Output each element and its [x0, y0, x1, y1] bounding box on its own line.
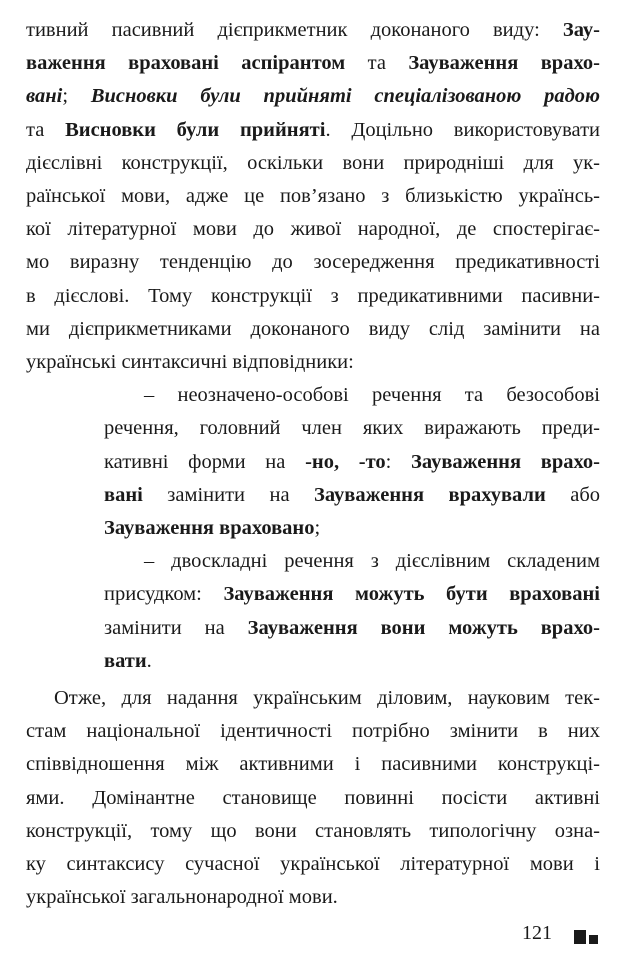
- list-item-line: [26, 479, 600, 512]
- text-line: ми дієприкметниками доконаного виду слід замінити на: [26, 317, 600, 340]
- text-line: Отже, для надання українським діловим, науковим тек-: [54, 687, 600, 710]
- text-run: . Доцільно використовувати: [325, 118, 601, 141]
- text-line: ями. Домінантне становище повинні посісти активні: [26, 786, 600, 809]
- bold-term: важення враховані аспірантом: [26, 52, 346, 75]
- bold-term: Зауваження врахо-: [408, 52, 600, 75]
- bold-term: Зауваження вони можуть врахо-: [247, 616, 600, 639]
- text-run: .: [146, 649, 152, 672]
- text-line: [26, 47, 600, 80]
- bold-term: вані: [104, 483, 143, 506]
- text-run: замінити на: [142, 483, 315, 506]
- text-line: стам національної ідентичності потрібно змінити в них: [26, 720, 600, 743]
- text-line: кої літературної мови до живої народної, де спостерігає-: [26, 218, 600, 241]
- list-item-line: [26, 612, 600, 645]
- page-corner-mark-icon: [574, 930, 598, 944]
- text-run: та: [345, 52, 409, 75]
- list-item-line: [26, 578, 600, 611]
- text-run: тивний пасивний дієприкметник доконаного виду:: [26, 19, 563, 41]
- text-line: співвідношення між активними і пасивними конструкці-: [26, 753, 600, 776]
- bold-term: Зау-: [562, 19, 600, 41]
- text-line: [26, 14, 600, 47]
- list-item-line: – двоскладні речення з дієслівним складеним: [144, 550, 600, 573]
- text-line: мо виразну тенденцію до зосередження предикативності: [26, 251, 600, 274]
- text-line: конструкції, тому що вони становлять типологічну озна-: [26, 819, 600, 842]
- text-run: присудком:: [104, 583, 224, 606]
- list-item-line: – неозначено-особові речення та безособові: [144, 384, 600, 407]
- text-run: або: [545, 483, 601, 506]
- bold-term: вати: [104, 649, 147, 672]
- list-item-line: речення, головний член яких виражають преди-: [104, 417, 600, 440]
- page-text: [26, 14, 600, 914]
- text-line: дієслівні конструкції, оскільки вони природніші для ук-: [26, 151, 600, 174]
- bold-term: -но, -то: [305, 450, 386, 473]
- bold-italic-term: вані: [26, 85, 63, 108]
- list-item-line: [26, 645, 600, 678]
- text-run: ;: [314, 517, 321, 540]
- bold-italic-term: Висновки були прийняті спеціалізованою радою: [90, 85, 600, 108]
- text-line: раїнської мови, адже це пов’язано з близькістю українсь-: [26, 185, 600, 208]
- text-line: в дієслові. Тому конструкції з предикативними пасивни-: [26, 284, 600, 307]
- text-run: та: [26, 118, 66, 141]
- page-number: 121: [522, 922, 552, 944]
- bold-term: Зауваження враховано: [104, 517, 315, 540]
- text-run: ;: [62, 85, 91, 108]
- text-run: :: [385, 450, 412, 473]
- text-line: [26, 114, 600, 147]
- list-item-line: [26, 446, 600, 479]
- bold-term: Зауваження врахо-: [411, 450, 601, 473]
- bold-term: Зауваження можуть бути враховані: [223, 583, 600, 606]
- text-line: українські синтаксичні відповідники:: [26, 351, 354, 374]
- bold-term: Зауваження врахували: [314, 483, 546, 506]
- text-line: ку синтаксису сучасної української літературної мови і: [26, 853, 600, 876]
- bold-term: Висновки були прийняті: [65, 118, 326, 141]
- text-line: української загальнонародної мови.: [26, 886, 338, 909]
- text-run: кативні форми на: [104, 450, 306, 473]
- text-line: [26, 80, 600, 113]
- text-run: замінити на: [104, 616, 248, 639]
- list-item-line: [26, 512, 600, 545]
